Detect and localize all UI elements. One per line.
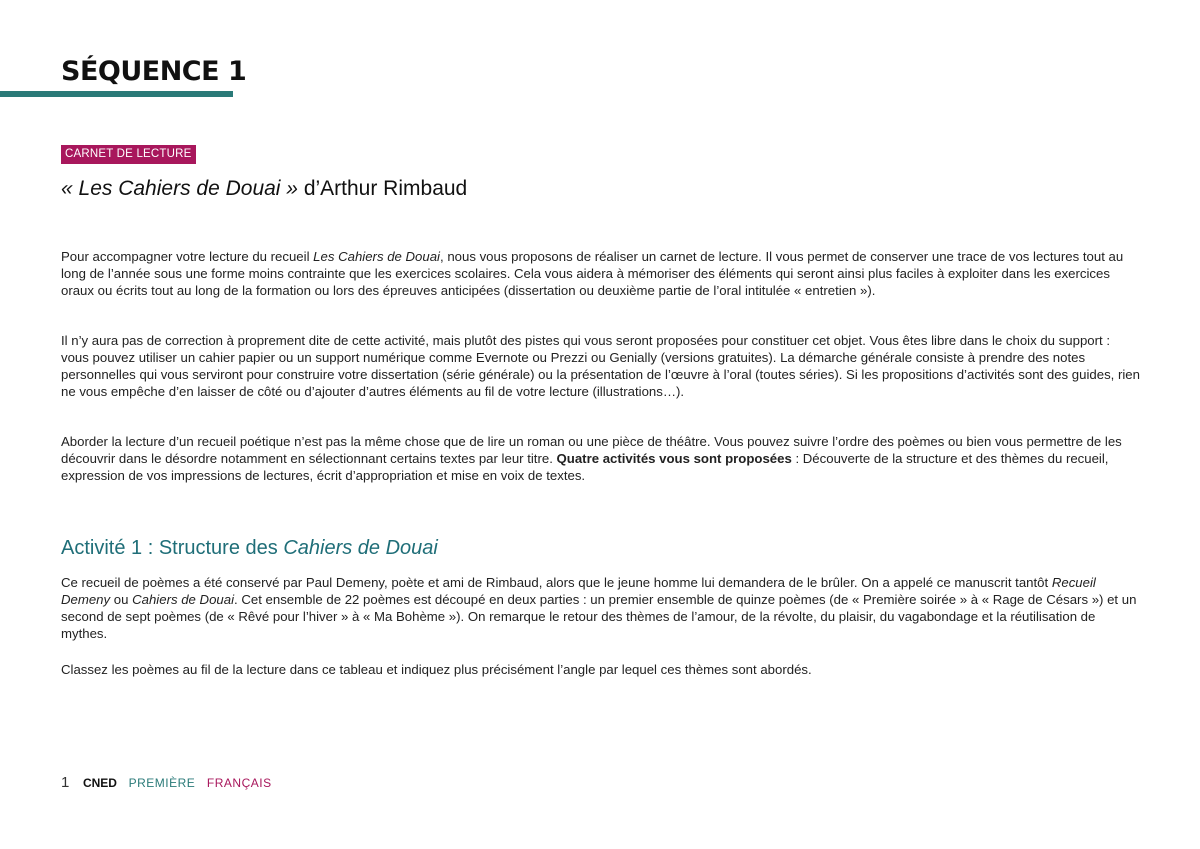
sequence-title: SÉQUENCE 1 <box>61 56 247 87</box>
level-label: PREMIÈRE <box>128 776 196 790</box>
subject-label: FRANÇAIS <box>206 776 272 790</box>
text-run: . Cet ensemble de 22 poèmes est découpé en deux parties : un premier ensemble de quinze poèmes (de « Première soirée » à « Rage de Césars ») et un second de sept poèmes (de « Rêvé pour l’hiver » à « Ma Bohème »). On remarque le retour des thèmes de l’amour, de la révolte, du plaisir, du vagabondage et la réutilisation de mythes. <box>61 592 1137 641</box>
activity-1-paragraph-1 <box>61 574 1141 642</box>
work-title: Les Cahiers de Douai <box>313 249 440 264</box>
emphasis-text: Quatre activités vous sont proposées <box>556 451 792 466</box>
text-run: Pour accompagner votre lecture du recueil <box>61 249 314 264</box>
text-run: ou <box>110 592 133 607</box>
text-run: : Découverte de la structure et des thèmes du recueil, expression de vos impressions de lectures, écrit d’appropriation et mise en voix de textes. <box>61 451 1109 483</box>
document-title-author: d’Arthur Rimbaud <box>297 177 468 200</box>
page-footer <box>61 774 280 791</box>
work-title: Recueil Demeny <box>61 575 1096 607</box>
page-number: 1 <box>61 774 70 791</box>
brand-label: CNED <box>82 776 117 790</box>
text-run: Ce recueil de poèmes a été conservé par Paul Demeny, poète et ami de Rimbaud, alors que le jeune homme lui demandera de le brûler. On a appelé ce manuscrit tantôt <box>61 575 1052 590</box>
text-run: , nous vous proposons de réaliser un carnet de lecture. Il vous permet de conserver une trace de vos lectures tout au long de l’année sous une forme moins contrainte que les exercices scolaires. Cela vous aidera à mémoriser des éléments qui seront ainsi plus faciles à exploiter dans les exercices oraux ou écrits tout au long de la formation ou lors des épreuves anticipées (dissertation ou deuxième partie de l’oral intitulée « entretien »). <box>61 249 1124 298</box>
activity-1-title <box>61 537 438 560</box>
intro-paragraph-3 <box>61 433 1141 484</box>
text-run: Aborder la lecture d’un recueil poétique n’est pas la même chose que de lire un roman ou une pièce de théâtre. Vous pouvez suivre l’ordre des poèmes ou bien vous permettre de les découvrir dans le désordre notamment en sélectionnant certains textes par leur titre. <box>61 434 1122 466</box>
intro-paragraph-1 <box>61 248 1141 299</box>
document-title-work: « Les Cahiers de Douai » <box>61 177 298 200</box>
activity-1-paragraph-2: Classez les poèmes au fil de la lecture dans ce tableau et indiquez plus précisément l’angle par lequel ces thèmes sont abordés. <box>61 662 812 677</box>
text-run: Activité 1 : Structure des <box>61 537 284 559</box>
work-title: Cahiers de Douai <box>283 537 438 559</box>
section-badge: CARNET DE LECTURE <box>61 145 196 164</box>
document-title <box>61 177 467 201</box>
title-underline-bar <box>0 91 233 97</box>
work-title: Cahiers de Douai <box>132 592 235 607</box>
intro-paragraph-2: Il n’y aura pas de correction à proprement dite de cette activité, mais plutôt des pistes qui vous seront proposées pour constituer cet objet. Vous êtes libre dans le choix du support : vous pouvez utiliser un cahier papier ou un support numérique comme Evernote ou Prezzi ou Genially (versions gratuites). La démarche générale consiste à prendre des notes personnelles qui vous serviront pour construire votre dissertation (série générale) ou la présentation de l’œuvre à l’oral (toutes séries). Si les propositions d’activités sont des guides, rien ne vous empêche d’en laisser de côté ou d’ajouter d’autres éléments au fil de votre lecture (illustrations…). <box>61 333 1140 399</box>
